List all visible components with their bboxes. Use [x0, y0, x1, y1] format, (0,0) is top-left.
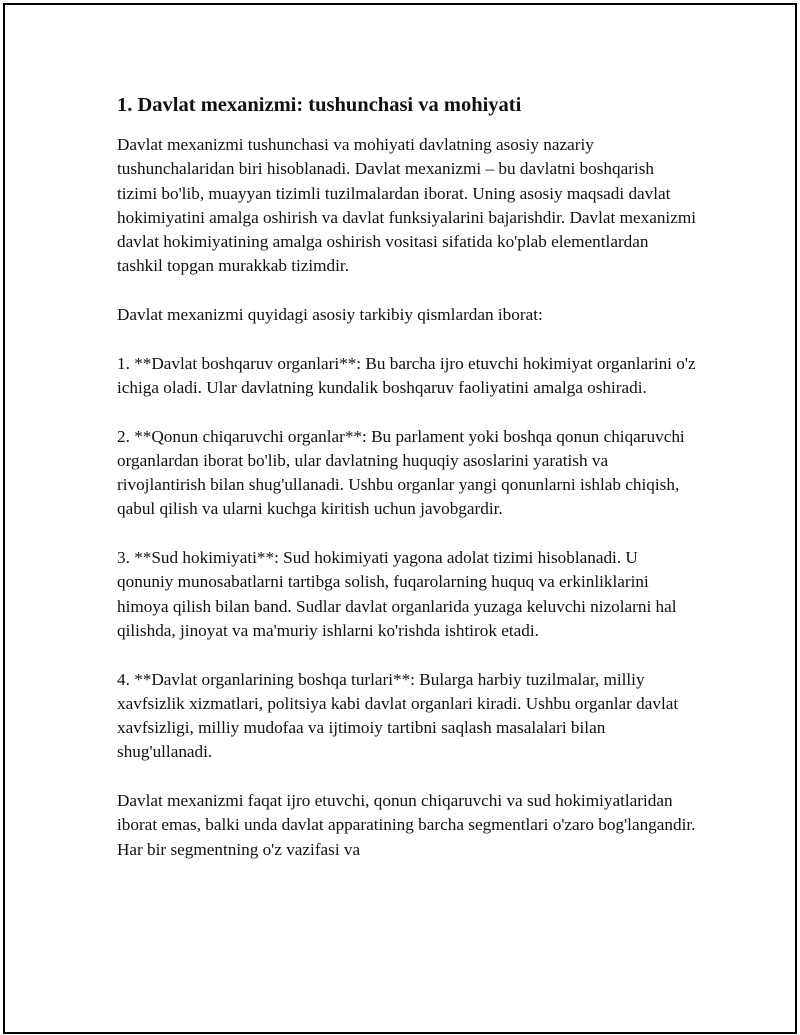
intro-paragraph: Davlat mexanizmi tushunchasi va mohiyati davlatning asosiy nazariy tushunchalaridan biri hisoblanadi. Davlat mexanizmi – bu davlatni boshqarish tizimi bo'lib, muayyan tizimli tuzilmalardan iborat. Uning asosiy maqsadi davlat hokimiyatini amalga oshirish va davlat funksiyalarini bajarishdir. Davlat mexanizmi davlat hokimiyatining amalga oshirish vositasi sifatida ko'plab elementlardan tashkil topgan murakkab tizimdir. [117, 135, 696, 276]
list-item-executive-organs: 1. **Davlat boshqaruv organlari**: Bu barcha ijro etuvchi hokimiyat organlarini o'z ichiga oladi. Ular davlatning kundalik boshqaruv faoliyatini amalga oshiradi. [117, 353, 696, 397]
section-heading: 1. Davlat mexanizmi: tushunchasi va mohiyati [117, 94, 522, 116]
components-intro-paragraph: Davlat mexanizmi quyidagi asosiy tarkibiy qismlardan iborat: [117, 305, 543, 325]
document-body [117, 92, 697, 886]
list-item-judicial-power: 3. **Sud hokimiyati**: Sud hokimiyati yagona adolat tizimi hisoblanadi. U qonuniy munosabatlarni tartibga solish, fuqarolarning huquq va erkinliklarini himoya qilish bilan band. Sudlar davlat organlarida yuzaga keluvchi nizolarni hal qilishda, jinoyat va ma'muriy ishlarni ko'rishda ishtirok etadi. [117, 548, 677, 640]
list-item-legislative-organs: 2. **Qonun chiqaruvchi organlar**: Bu parlament yoki boshqa qonun chiqaruvchi organlardan iborat bo'lib, ular davlatning huquqiy asoslarini yaratish va rivojlantirish bilan shug'ullanadi. Ushbu organlar yangi qonunlarni ishlab chiqish, qabul qilish va ularni kuchga kiritish uchun javobgardir. [117, 426, 685, 519]
closing-paragraph: Davlat mexanizmi faqat ijro etuvchi, qonun chiqaruvchi va sud hokimiyatlaridan iborat emas, balki unda davlat apparatining barcha segmentlari o'zaro bog'langandir. Har bir segmentning o'z vazifasi va [117, 791, 696, 859]
list-item-other-organs: 4. **Davlat organlarining boshqa turlari**: Bularga harbiy tuzilmalar, milliy xavfsizlik xizmatlari, politsiya kabi davlat organlari kiradi. Ushbu organlar davlat xavfsizligi, milliy mudofaa va ijtimoiy tartibni saqlash masalalari bilan shug'ullanadi. [117, 669, 679, 762]
